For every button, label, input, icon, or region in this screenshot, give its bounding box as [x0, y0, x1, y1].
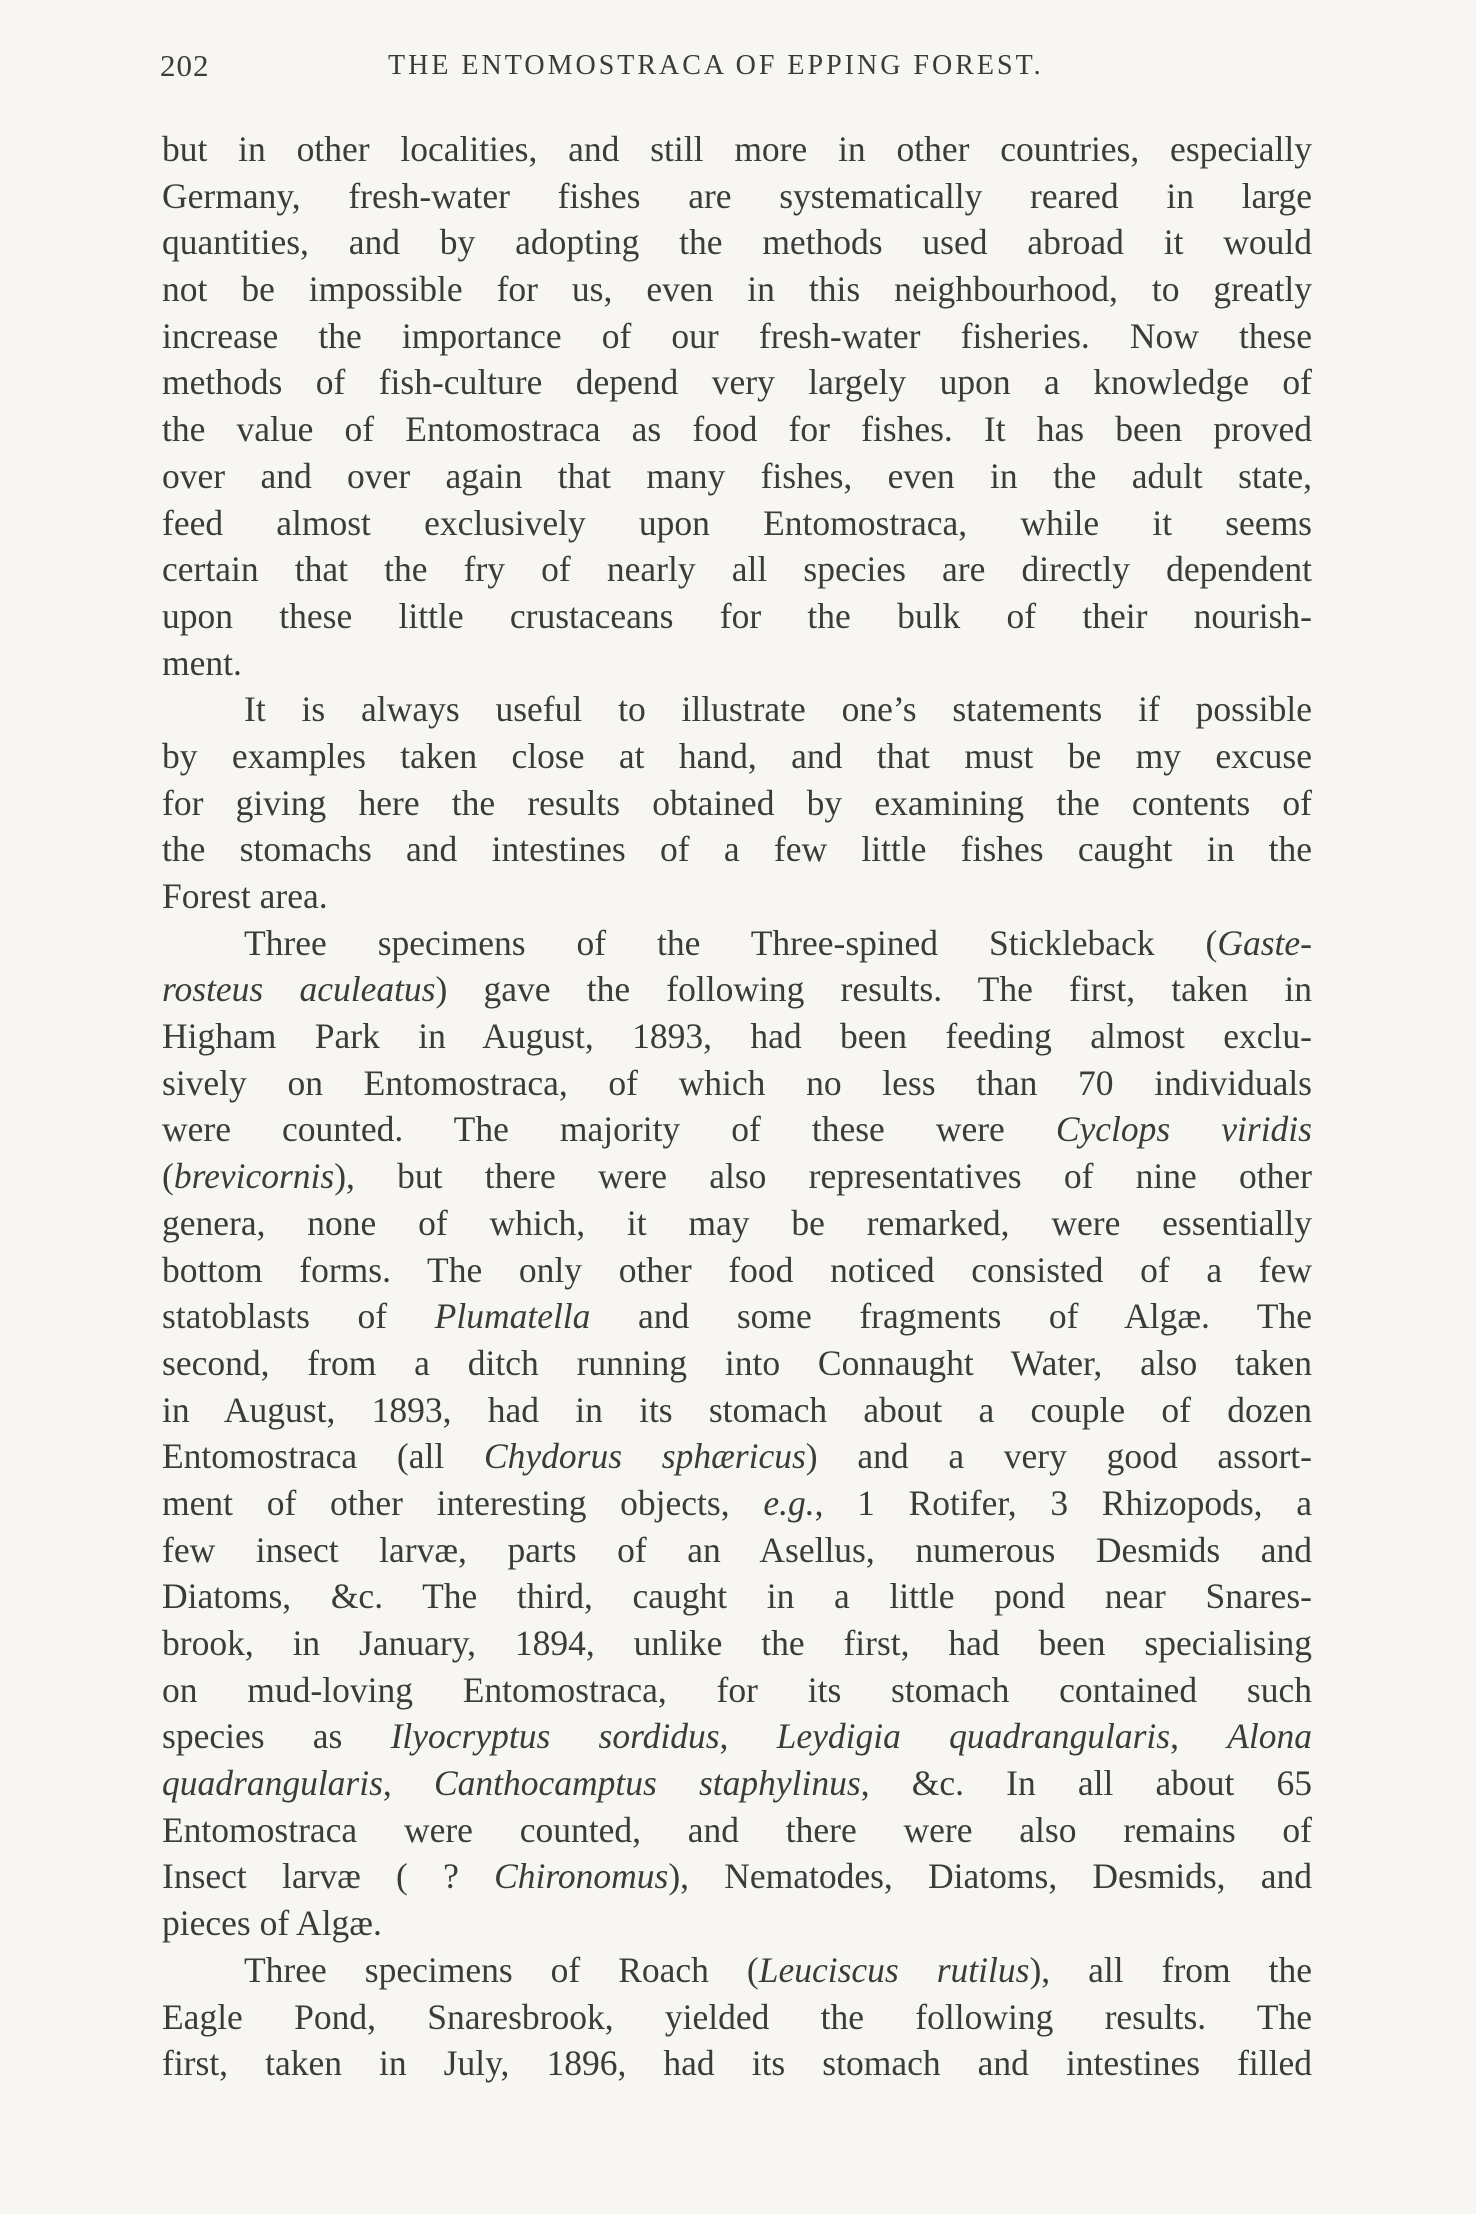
- text-line: [162, 1807, 1312, 1854]
- text-line: [162, 1387, 1312, 1434]
- text-line: [162, 686, 1312, 733]
- text-line: [162, 1200, 1312, 1247]
- text-segment: , 1 Rotifer, 3 Rhizopods, a: [814, 1482, 1312, 1523]
- text-segment: Higham Park in August, 1893, had been feeding almost exclu-: [162, 1016, 1312, 1057]
- text-line: [162, 1667, 1312, 1714]
- text-segment: Diatoms, &c. The third, caught in a little pond near Snares-: [162, 1576, 1312, 1617]
- text-line: [162, 1760, 1312, 1807]
- text-segment: ,: [719, 1716, 777, 1757]
- text-line: [162, 1433, 1312, 1480]
- text-segment: ), all from the: [1029, 1949, 1312, 1990]
- text-segment: by examples taken close at hand, and that must be my excuse: [162, 735, 1312, 776]
- text-line: [162, 173, 1312, 220]
- text-segment: genera, none of which, it may be remarked, were essentially: [162, 1202, 1312, 1243]
- body-text: [162, 126, 1312, 2087]
- text-line: [162, 593, 1312, 640]
- text-segment: for giving here the results obtained by examining the contents of: [162, 782, 1312, 823]
- text-segment: Forest area.: [162, 876, 328, 916]
- text-segment: brook, in January, 1894, unlike the first, had been specialising: [162, 1623, 1312, 1663]
- italic-text: Chydorus sphæricus: [483, 1436, 806, 1477]
- text-segment: ), but there were also representatives of nine other: [334, 1156, 1312, 1197]
- text-segment: over and over again that many fishes, even in the adult state,: [162, 455, 1312, 496]
- running-head: [160, 48, 1310, 88]
- text-line: [162, 2040, 1312, 2087]
- text-line: [162, 733, 1312, 780]
- text-line: [162, 640, 1312, 687]
- text-line: [162, 1527, 1312, 1574]
- text-segment: ment.: [162, 642, 242, 683]
- text-line: [162, 780, 1312, 827]
- italic-text: rosteus aculeatus: [162, 969, 436, 1010]
- text-line: [162, 826, 1312, 873]
- text-segment: Three specimens of the Three-spined Stickleback (: [244, 922, 1218, 963]
- text-line: [162, 1994, 1312, 2041]
- text-segment: ,: [382, 1763, 434, 1804]
- italic-text: Alona: [1227, 1716, 1312, 1757]
- text-line: [162, 1573, 1312, 1620]
- text-segment: bottom forms. The only other food noticed consisted of a few: [162, 1249, 1312, 1290]
- text-line: [162, 266, 1312, 313]
- text-segment: Entomostraca were counted, and there were also remains of: [162, 1809, 1312, 1850]
- text-line: [162, 1480, 1312, 1527]
- text-line: [162, 1247, 1312, 1294]
- text-line: [162, 1947, 1312, 1994]
- text-segment: not be impossible for us, even in this neighbourhood, to greatly: [162, 269, 1312, 310]
- text-segment: statoblasts of: [162, 1296, 435, 1337]
- italic-text: Leydigia quadrangularis: [776, 1716, 1171, 1757]
- text-segment: quantities, and by adopting the methods used abroad it would: [162, 222, 1312, 263]
- text-line: [162, 126, 1312, 173]
- text-segment: certain that the fry of nearly all species are directly dependent: [162, 549, 1312, 590]
- page-number: 202: [160, 48, 210, 83]
- text-segment: in August, 1893, had in its stomach about a couple of dozen: [162, 1389, 1312, 1430]
- text-segment: ,: [1170, 1716, 1228, 1757]
- text-segment: on mud-loving Entomostraca, for its stomach contained such: [162, 1669, 1312, 1710]
- text-segment: few insect larvæ, parts of an Asellus, numerous Desmids and: [162, 1529, 1312, 1570]
- text-segment: , &c. In all about 65: [860, 1763, 1313, 1804]
- text-line: [162, 453, 1312, 500]
- text-segment: Germany, fresh-water fishes are systematically reared in large: [162, 175, 1312, 216]
- text-segment: the value of Entomostraca as food for fishes. It has been proved: [162, 409, 1312, 450]
- text-line: [162, 359, 1312, 406]
- text-segment: Insect larvæ ( ?: [162, 1856, 495, 1897]
- text-segment: ) gave the following results. The first, taken in: [435, 969, 1312, 1010]
- text-segment: but in other localities, and still more in other countries, especially: [162, 129, 1312, 169]
- text-segment: Three specimens of Roach (: [244, 1949, 759, 1990]
- text-line: [162, 873, 1312, 920]
- text-segment: first, taken in July, 1896, had its stomach and intestines filled: [162, 2043, 1312, 2084]
- text-segment: sively on Entomostraca, of which no less than 70 individuals: [162, 1062, 1312, 1103]
- text-line: [162, 1900, 1312, 1947]
- text-segment: pieces of Algæ.: [162, 1903, 382, 1944]
- text-line: [162, 1293, 1312, 1340]
- text-line: [162, 1060, 1312, 1107]
- italic-text: Canthocamptus staphylinus: [433, 1763, 861, 1804]
- text-line: [162, 546, 1312, 593]
- text-segment: species as: [162, 1716, 391, 1757]
- text-segment: (: [162, 1156, 174, 1197]
- text-line: [162, 406, 1312, 453]
- text-line: [162, 1106, 1312, 1153]
- text-line: [162, 1153, 1312, 1200]
- text-segment: Entomostraca (all: [162, 1436, 484, 1477]
- text-segment: were counted. The majority of these were: [162, 1109, 1056, 1150]
- text-segment: It is always useful to illustrate one’s statements if possible: [244, 689, 1312, 730]
- text-line: [162, 313, 1312, 360]
- text-line: [162, 966, 1312, 1013]
- text-line: [162, 500, 1312, 547]
- italic-text: Plumatella: [434, 1296, 591, 1337]
- text-segment: and some fragments of Algæ. The: [590, 1296, 1312, 1337]
- text-segment: increase the importance of our fresh-water fisheries. Now these: [162, 315, 1312, 356]
- text-segment: methods of fish-culture depend very largely upon a knowledge of: [162, 362, 1312, 403]
- text-segment: ) and a very good assort-: [805, 1436, 1312, 1477]
- text-segment: second, from a ditch running into Connaught Water, also taken: [162, 1342, 1312, 1383]
- italic-text: quadrangularis: [162, 1763, 383, 1804]
- italic-text: Cyclops viridis: [1055, 1109, 1312, 1150]
- running-title: THE ENTOMOSTRACA OF EPPING FOREST.: [388, 50, 1044, 81]
- text-line: [162, 920, 1312, 967]
- text-segment: Eagle Pond, Snaresbrook, yielded the following results. The: [162, 1996, 1312, 2037]
- text-line: [162, 1713, 1312, 1760]
- text-line: [162, 1340, 1312, 1387]
- italic-text: brevicornis: [173, 1156, 335, 1197]
- italic-text: Ilyocryptus sordidus: [390, 1716, 720, 1757]
- italic-text: Leuciscus rutilus: [758, 1949, 1030, 1990]
- text-line: [162, 1620, 1312, 1667]
- text-line: [162, 1853, 1312, 1900]
- text-segment: the stomachs and intestines of a few little fishes caught in the: [162, 829, 1312, 870]
- text-segment: feed almost exclusively upon Entomostraca, while it seems: [162, 502, 1312, 543]
- text-line: [162, 1013, 1312, 1060]
- text-segment: ment of other interesting objects,: [162, 1482, 764, 1523]
- text-line: [162, 219, 1312, 266]
- text-segment: ), Nematodes, Diatoms, Desmids, and: [668, 1856, 1313, 1897]
- italic-text: Gaste-: [1217, 922, 1312, 963]
- italic-text: e.g.: [763, 1482, 815, 1523]
- italic-text: Chironomus: [494, 1856, 669, 1897]
- text-segment: upon these little crustaceans for the bulk of their nourish-: [162, 595, 1312, 636]
